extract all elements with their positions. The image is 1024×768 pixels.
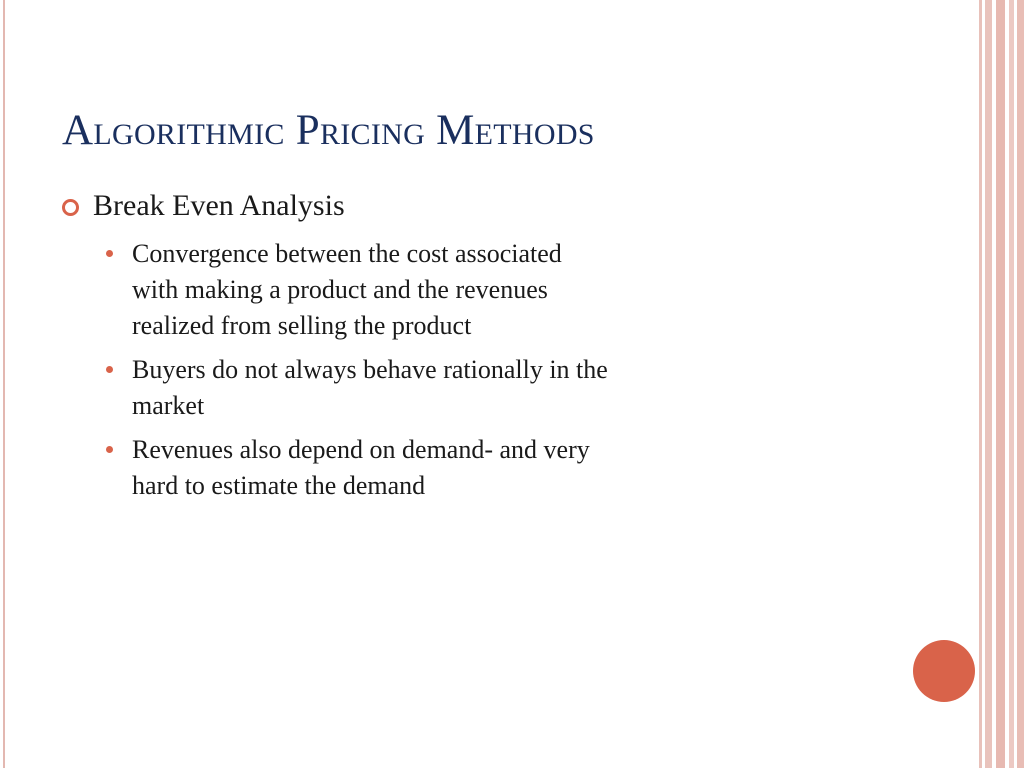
- bullet-level-2: [106, 352, 622, 424]
- sub-bullet-text: Revenues also depend on demand- and very hard to estimate the demand: [132, 435, 590, 500]
- right-stripe: [1009, 0, 1014, 768]
- sub-bullet-text: Buyers do not always behave rationally in the market: [132, 355, 608, 420]
- bullet-text: Break Even Analysis: [93, 189, 345, 222]
- bullet-level-2: [106, 432, 622, 504]
- sub-bullet-text: Convergence between the cost associated with making a product and the revenues realized from selling the product: [132, 239, 562, 340]
- dot-bullet-icon: [106, 250, 113, 257]
- circle-orb-icon: [913, 640, 975, 702]
- slide-title: Algorithmic Pricing Methods: [62, 107, 595, 154]
- right-stripe: [985, 0, 992, 768]
- right-stripe: [1017, 0, 1024, 768]
- bullet-level-2: [106, 236, 622, 344]
- ring-bullet-icon: [62, 199, 79, 216]
- sub-bullet-list: [106, 236, 622, 504]
- left-border-line: [3, 0, 5, 768]
- right-stripe: [996, 0, 1005, 768]
- right-stripe: [979, 0, 982, 768]
- bullet-level-1: [62, 186, 622, 226]
- dot-bullet-icon: [106, 446, 113, 453]
- dot-bullet-icon: [106, 366, 113, 373]
- slide-content: [62, 186, 622, 512]
